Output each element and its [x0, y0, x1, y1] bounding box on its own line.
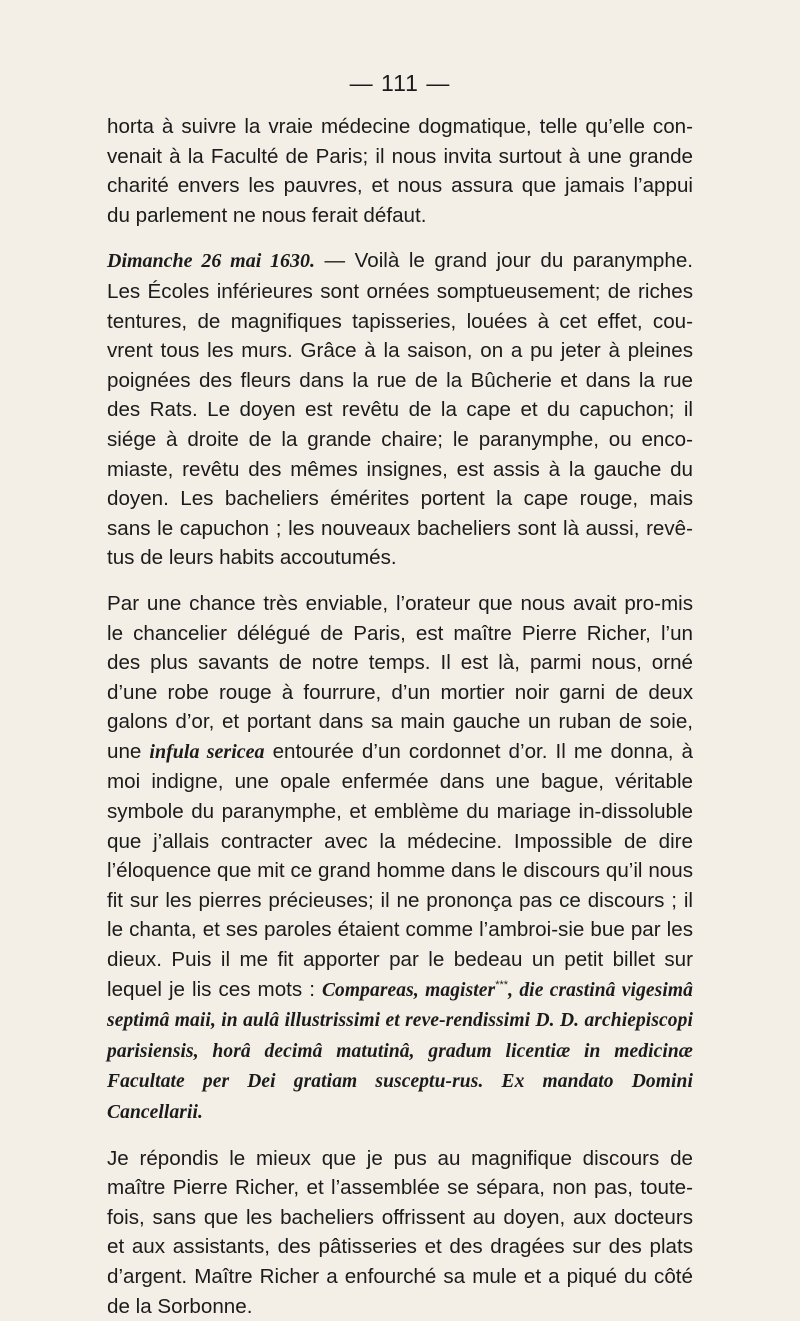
page-number-header: — 111 — [349, 70, 451, 96]
paragraph-2 [107, 246, 693, 573]
paragraph-4 [107, 1144, 693, 1321]
paragraph-3 [107, 589, 693, 1128]
latin-quote-superscript: *** [495, 978, 509, 991]
paragraph-1 [107, 112, 693, 230]
paragraph-3-text-before: Par une chance très enviable, l’orateur que nous avait pro-mis le chancelier délégué de Paris, est maître Pierre Richer, l’un des plus savants de notre temps. Il est là, parmi nous, orné d’une robe rouge à fourrure, d’un mortier noir garni de deux galons d’or, et portant dans sa main gauche un ruban de soie, une [107, 591, 693, 763]
paragraph-2-date: Dimanche 26 mai 1630. [107, 250, 316, 273]
latin-quote-start: Compareas, magister [321, 979, 496, 1001]
body-text [107, 112, 693, 1321]
paragraph-1-text: horta à suivre la vraie médecine dogmatique, telle qu’elle con-venait à la Faculté de Paris; il nous invita surtout à une grande charité envers les pauvres, et nous assura que jamais l’appui du parlement ne nous ferait défaut. [107, 115, 693, 227]
paragraph-2-text: — Voilà le grand jour du paranymphe. Les Écoles inférieures sont ornées somptueusement; de riches tentures, de magnifiques tapisseries, louées à cet effet, cou-vrent tous les murs. Grâce à la saison, on a pu jeter à pleines poignées des fleurs dans la rue de la Bûcherie et dans la rue des Rats. Le doyen est revêtu de la cape et du capuchon; il siége à droite de la grande chaire; le paranymphe, ou enco-miaste, revêtu des mêmes insignes, est assis à la gauche du doyen. Les bacheliers émérites portent la cape rouge, mais sans le capuchon ; les nouveaux bacheliers sont là aussi, revê-tus de leurs habits accoutumés. [107, 249, 694, 570]
paragraph-4-text: Je répondis le mieux que je pus au magnifique discours de maître Pierre Richer, et l’assemblée se sépara, non pas, toute-fois, sans que les bacheliers offrissent au doyen, aux docteurs et aux assistants, des pâtisseries et des dragées sur des plats d’argent. Maître Richer a enfourché sa mule et a piqué du côté de la Sorbonne. [107, 1146, 693, 1318]
paragraph-3-text-mid: entourée d’un cordonnet d’or. Il me donna, à moi indigne, une opale enfermée dans une bague, véritable symbole du paranymphe, et emblème du mariage in-dissoluble que j’allais contracter avec la médecine. Impossible de dire l’éloquence que mit ce grand homme dans le discours qu’il nous fit sur les pierres précieuses; il ne prononça pas ce discours ; il le chanta, et ses paroles étaient comme l’ambroi-sie bue par les dieux. Puis il me fit apporter par le bedeau un petit billet sur lequel je lis ces mots : [107, 739, 694, 1001]
latin-quote-rest: , die crastinâ vigesimâ septimâ maii, in aulâ illustrissimi et reve-rendissimi D. D. archiepiscopi parisiensis, horâ decimâ matutinâ, gradum licentiæ in medicinæ Facultate per Dei gratiam susceptu-rus. Ex mandato Domini Cancellarii. [107, 979, 693, 1123]
paragraph-3-italic-term: infula sericea [149, 740, 265, 763]
